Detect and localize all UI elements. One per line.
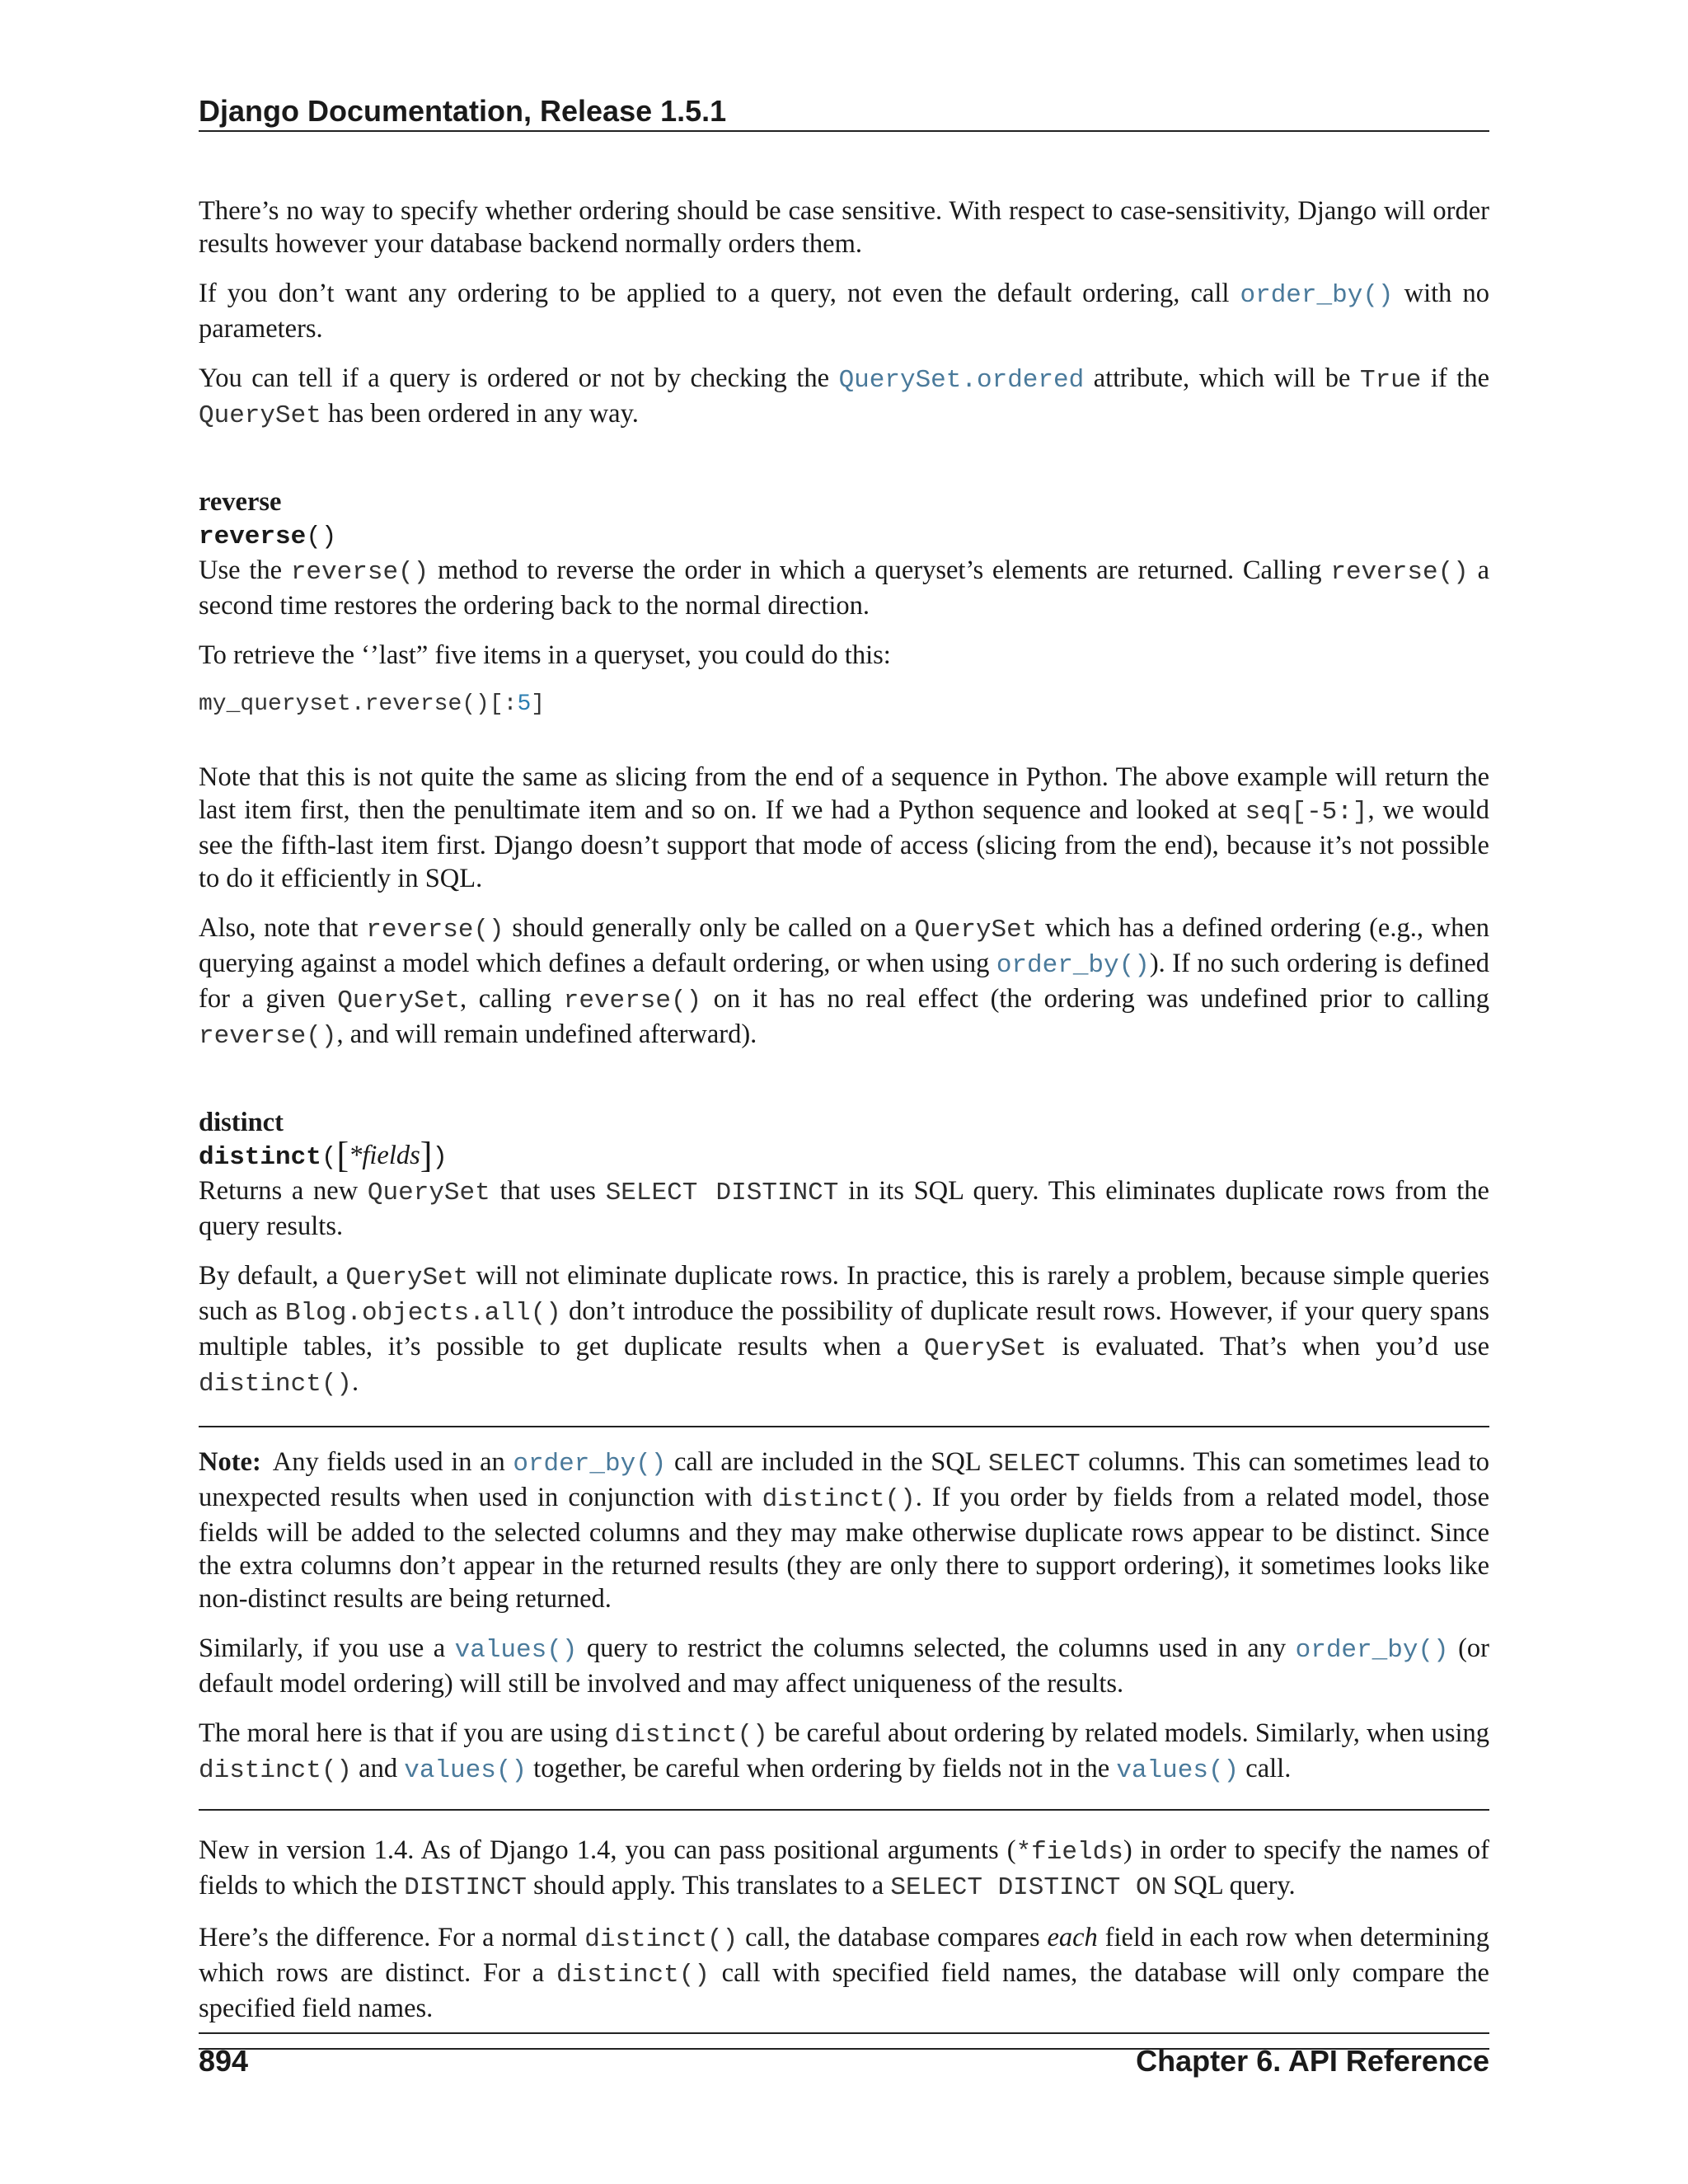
inline-code: distinct(): [199, 1370, 353, 1399]
order-by-link[interactable]: order_by(): [1295, 1636, 1449, 1665]
inline-code: SELECT DISTINCT ON: [890, 1873, 1167, 1902]
order-by-link[interactable]: order_by(): [1240, 281, 1394, 310]
inline-code: distinct(): [762, 1485, 916, 1514]
inline-code: DISTINCT: [404, 1873, 527, 1902]
inline-code: *fields: [1015, 1838, 1123, 1867]
inline-code: distinct(): [584, 1925, 738, 1954]
paragraph-reverse-usage: Use the reverse() method to reverse the order in which a queryset’s elements are returned. Calling reverse() a second time restores the ordering back to the normal direction.: [199, 555, 1489, 621]
page-content: [199, 194, 1489, 2050]
code-example-reverse: my_queryset.reverse()[:5]: [199, 691, 546, 717]
paragraph-ordered-attribute: You can tell if a query is ordered or not by checking the QuerySet.ordered attribute, which will be True if the QuerySet has been ordered in any way.: [199, 363, 1490, 430]
inline-code: QuerySet: [345, 1263, 469, 1292]
note-label: Note:: [199, 1447, 261, 1477]
signature-param: *fields: [349, 1141, 420, 1170]
note-paragraph-1: Note: Any fields used in an order_by() call are included in the SQL SELECT columns. This can sometimes lead to unexpected results when used in conjunction with distinct(). If you order by fields from a related model, those fields will be added to the selected columns and they may make otherwise duplicate rows appear to be distinct. Since the extra columns don’t appear in the returned results (they are only there to support ordering), it sometimes looks like non-distinct results are being returned.: [199, 1447, 1490, 1614]
note-paragraph-2: Similarly, if you use a values() query to restrict the columns selected, the columns used in any order_by() (or default model ordering) will still be involved and may affect uniqueness of the results.: [199, 1633, 1489, 1699]
section-title-reverse: reverse: [199, 487, 282, 517]
inline-code: reverse(): [1330, 558, 1469, 587]
inline-code: distinct(): [199, 1756, 353, 1785]
inline-code: SELECT: [988, 1450, 1081, 1479]
paragraph-no-ordering: If you don’t want any ordering to be applied to a query, not even the default ordering, call order_by() with no parameters.: [199, 279, 1489, 344]
paragraph-distinct-returns: Returns a new QuerySet that uses SELECT DISTINCT in its SQL query. This eliminates duplicate rows from the query results.: [199, 1176, 1489, 1241]
inline-code: True: [1359, 366, 1422, 395]
inline-code: reverse(): [199, 1022, 337, 1051]
version-added-box: [199, 1827, 1489, 2050]
values-link[interactable]: values(): [1116, 1756, 1240, 1785]
footer-rule: [199, 2032, 1489, 2034]
version-paragraph-1: New in version 1.4. As of Django 1.4, you can pass positional arguments (*fields) in order to specify the names of fields to which the DISTINCT should apply. This translates to a SELECT DISTINCT ON SQL query.: [199, 1835, 1489, 1902]
values-link[interactable]: values(): [404, 1756, 528, 1785]
paragraph-reverse-caveat: Also, note that reverse() should generally only be called on a QuerySet which has a defined ordering (e.g., when querying against a model which defines a default ordering, or when using order_by()). If no such ordering is defined for a given QuerySet, calling reverse() on it has no real effect (the ordering was undefined prior to calling reverse(), and will remain undefined afterward).: [199, 913, 1490, 1051]
paragraph-retrieve-last: To retrieve the ‘’last” five items in a queryset, you could do this:: [199, 640, 891, 670]
running-header-title: Django Documentation, Release 1.5.1: [199, 94, 727, 128]
order-by-link[interactable]: order_by(): [513, 1450, 667, 1479]
inline-code: Blog.objects.all(): [284, 1299, 561, 1328]
method-signature-reverse: reverse(): [199, 523, 337, 551]
inline-code: QuerySet: [337, 987, 461, 1015]
inline-code: reverse(): [366, 916, 504, 944]
page-number: 894: [199, 2044, 249, 2078]
inline-code: seq[-5:]: [1245, 798, 1368, 827]
chapter-title: Chapter 6. API Reference: [1136, 2044, 1489, 2078]
section-title-distinct: distinct: [199, 1108, 284, 1137]
method-signature-distinct: distinct([*fields]): [199, 1135, 448, 1175]
inline-code: SELECT DISTINCT: [605, 1179, 839, 1207]
values-link[interactable]: values(): [454, 1636, 578, 1665]
header-rule: [199, 130, 1489, 132]
note-box: [199, 1426, 1489, 1811]
order-by-link[interactable]: order_by(): [996, 951, 1150, 980]
inline-code: distinct(): [556, 1961, 710, 1990]
inline-code: QuerySet: [924, 1334, 1047, 1363]
paragraph-distinct-default: By default, a QuerySet will not eliminate duplicate rows. In practice, this is rarely a problem, because simple queries such as Blog.objects.all() don’t introduce the possibility of duplicate result rows. However, if your query spans multiple tables, it’s possible to get duplicate results when a QuerySet is evaluated. That’s when you’d use distinct().: [199, 1261, 1489, 1399]
inline-code: reverse(): [563, 987, 702, 1015]
paragraph-slicing-note: Note that this is not quite the same as slicing from the end of a sequence in Python. The above example will return the last item first, then the penultimate item and so on. If we had a Python sequence and looked at seq[-5:], we would see the fifth-last item first. Django doesn’t support that mode of access (slicing from the end), because it’s not possible to do it efficiently in SQL.: [199, 762, 1489, 893]
note-paragraph-3: The moral here is that if you are using distinct() be careful about ordering by related models. Similarly, when using distinct() and values() together, be careful when ordering by fields not in the values() call.: [199, 1718, 1490, 1785]
queryset-ordered-link[interactable]: QuerySet.ordered: [838, 366, 1085, 395]
inline-code: QuerySet: [367, 1179, 490, 1207]
inline-code: reverse(): [290, 558, 429, 587]
inline-code: QuerySet: [199, 401, 321, 430]
emphasis-each: each: [1047, 1923, 1098, 1952]
paragraph-case-sensitivity: There’s no way to specify whether ordering should be case sensitive. With respect to case-sensitivity, Django will order results however your database backend normally orders them.: [199, 196, 1489, 259]
inline-code: QuerySet: [914, 916, 1038, 944]
version-paragraph-2: Here’s the difference. For a normal distinct() call, the database compares each field in each row when determining which rows are distinct. For a distinct() call with specified field names, the database will only compare the specified field names.: [199, 1923, 1489, 2023]
inline-code: distinct(): [614, 1721, 768, 1750]
